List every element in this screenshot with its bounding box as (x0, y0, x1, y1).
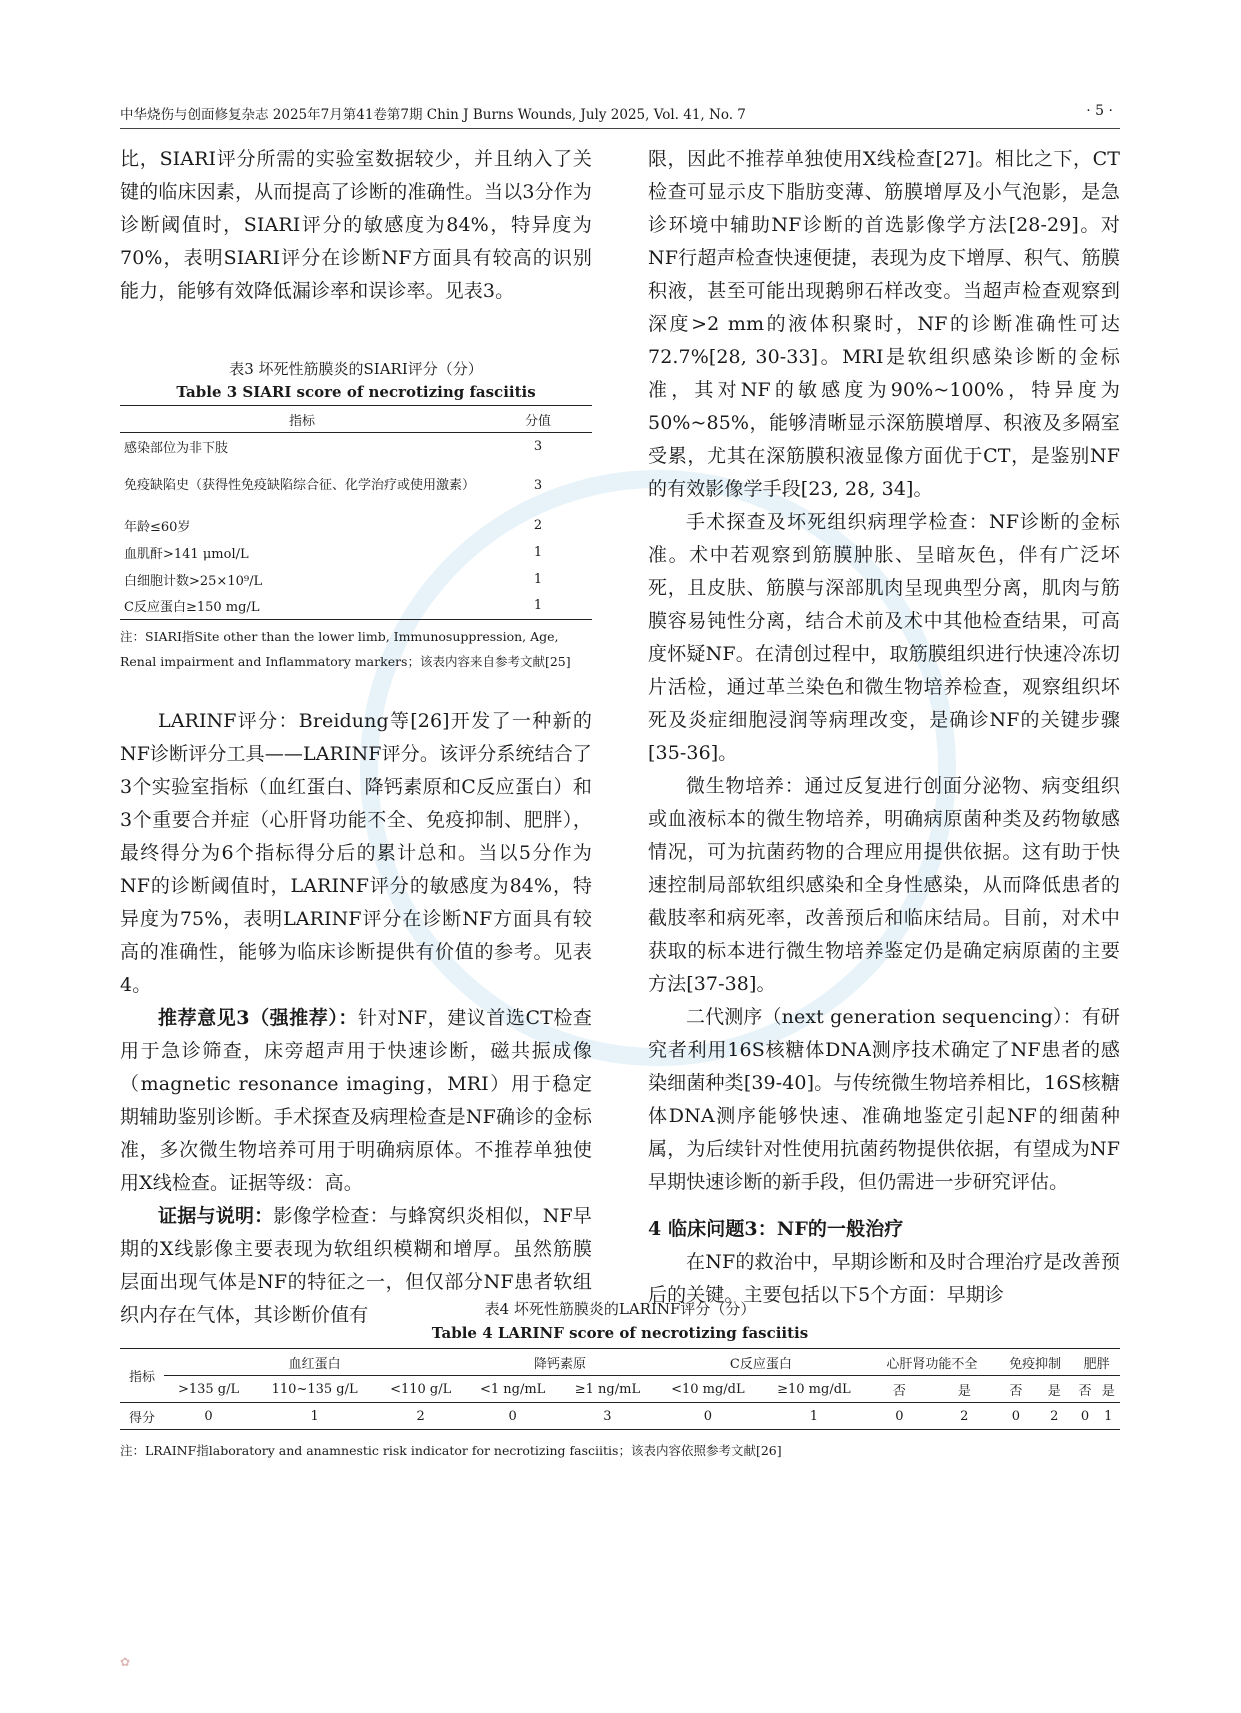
running-header: 中华烧伤与创面修复杂志 2025年7月第41卷第7期 Chin J Burns Wounds, July 2025, Vol. 41, No. 7 (120, 107, 746, 123)
page-number: · 5 · (1086, 103, 1113, 119)
evidence-label: 证据与说明： (158, 1205, 274, 1227)
table-4-grid (120, 1348, 1120, 1430)
left-paragraph-1: 比，SIARI评分所需的实验室数据较少，并且纳入了关键的临床因素，从而提高了诊断的准确性。当以3分作为诊断阈值时，SIARI评分的敏感度为84%，特异度为70%，表明SIARI评分在诊断NF方面具有较高的识别能力，能够有效降低漏诊率和误诊率。见表3。 (120, 148, 592, 302)
table-3-head-score: 分值 (484, 406, 592, 433)
left-paragraph-3 (120, 1002, 592, 1200)
table-4-score: 0 (1011, 1408, 1021, 1424)
right-column (648, 143, 1120, 1312)
left-paragraph-2: LARINF评分：Breidung等[26]开发了一种新的NF诊断评分工具——LARINF评分。该评分系统结合了3个实验室指标（血红蛋白、降钙素原和C反应蛋白）和3个重要合并症（心肝肾功能不全、免疫抑制、肥胖），最终得分为6个指标得分后的累计总和。当以5分作为NF的诊断阈值时，LARINF评分的敏感度为84%，特异度为75%，表明LARINF评分在诊断NF方面具有较高的准确性，能够为临床诊断提供有价值的参考。见表4。 (120, 710, 592, 996)
table-4-row-label: 指标 (120, 1349, 164, 1403)
table-4-caption-cn: 表4 坏死性筋膜炎的LARINF评分（分） (484, 1300, 756, 1318)
table-4-score: 0 (703, 1408, 712, 1424)
table-4 (120, 1298, 1120, 1463)
table-3-row: 年龄≤60岁 (124, 519, 191, 535)
recommendation-label: 推荐意见3（强推荐）： (158, 1007, 358, 1029)
publisher-logo-mark: ✿ (120, 1655, 131, 1669)
table-4-note: 注：LRAINF指laboratory and anamnestic risk indicator for necrotizing fasciitis；该表内容依照参考文献[26] (120, 1443, 782, 1458)
table-4-row-label: 得分 (128, 1410, 155, 1426)
left-column-bottom (120, 705, 592, 1332)
table-4-score: 2 (416, 1408, 425, 1424)
table-3-row: C反应蛋白≥150 mg/L (120, 593, 484, 620)
table-4-group: 肥胖 (1073, 1349, 1120, 1376)
table-4-subhead: ≥10 mg/dL (777, 1381, 851, 1397)
table-4-score: 3 (603, 1408, 612, 1424)
table-4-score: 0 (895, 1408, 904, 1424)
table-3-score: 3 (533, 478, 543, 493)
table-4-group: 降钙素原 (465, 1349, 655, 1376)
right-paragraph-1: 限，因此不推荐单独使用X线检查[27]。相比之下，CT检查可显示皮下脂肪变薄、筋膜增厚及小气泡影，是急诊环境中辅助NF诊断的首选影像学方法[28-29]。对NF行超声检查快速便捷，表现为皮下增厚、积气、筋膜积液，甚至可能出现鹅卵石样改变。当超声检查观察到深度>2 mm的液体积聚时，NF的诊断准确性可达72.7%[28, 30-33]。MRI是软组织感染诊断的金标准，其对NF的敏感度为90%~100%，特异度为50%~85%，能够清晰显示深筋膜增厚、积液及多隔室受累，尤其在深筋膜积液显像方面优于CT，是鉴别NF的有效影像学手段[23, 28, 34]。 (648, 148, 1120, 500)
table-4-group: 免疫抑制 (997, 1349, 1074, 1376)
table-3-row: 感染部位为非下肢 (124, 440, 229, 456)
table-3-caption-en: Table 3 SIARI score of necrotizing fasciitis (176, 383, 536, 401)
table-4-subhead: 是 (1101, 1383, 1115, 1399)
table-3-score: 3 (533, 438, 543, 454)
table-3-caption-cn: 表3 坏死性筋膜炎的SIARI评分（分） (229, 360, 483, 378)
table-4-subhead: 110~135 g/L (271, 1381, 358, 1397)
right-paragraph-3: 微生物培养：通过反复进行创面分泌物、病变组织或血液标本的微生物培养，明确病原菌种类及药物敏感情况，可为抗菌药物的合理应用提供依据。这有助于快速控制局部软组织感染和全身性感染，从而降低患者的截肢率和病死率，改善预后和临床结局。目前，对术中获取的标本进行微生物培养鉴定仍是确定病原菌的主要方法[37-38]。 (648, 775, 1120, 995)
table-3-grid (120, 405, 592, 620)
table-4-caption-en: Table 4 LARINF score of necrotizing fasciitis (431, 1324, 809, 1342)
table-3-score: 2 (533, 517, 543, 533)
table-3-row: 白细胞计数>25×10⁹/L (124, 573, 263, 589)
table-3-note: 注：SIARI指Site other than the lower limb, Immunosuppression, Age, Renal impairment and Inflammatory markers；该表内容来自参考文献[25] (120, 629, 571, 669)
table-4-score: 2 (960, 1408, 969, 1424)
table-4-subhead: 否 (892, 1383, 906, 1399)
table-4-score: 1 (809, 1408, 819, 1424)
table-3-head-indicator: 指标 (120, 406, 484, 433)
table-4-subhead: 是 (957, 1383, 971, 1399)
table-4-score: 1 (1104, 1408, 1113, 1424)
header-rule (120, 128, 1120, 129)
table-3-score: 1 (533, 571, 543, 587)
table-4-subhead: <110 g/L (390, 1381, 452, 1397)
table-4-score: 1 (310, 1408, 319, 1424)
table-3-score: 1 (533, 544, 543, 560)
table-4-subhead: ≥1 ng/mL (574, 1381, 641, 1397)
right-paragraph-2: 手术探查及坏死组织病理学检查：NF诊断的金标准。术中若观察到筋膜肿胀、呈暗灰色，伴有广泛坏死，且皮肤、筋膜与深部肌肉呈现典型分离，肌肉与筋膜容易钝性分离，结合术前及术中其他检查结果，可高度怀疑NF。在清创过程中，取筋膜组织进行快速冷冻切片活检，通过革兰染色和微生物培养检查，观察组织坏死及炎症细胞浸润等病理改变，是确诊NF的关键步骤[35-36]。 (648, 511, 1120, 764)
table-4-subhead: 否 (1009, 1383, 1023, 1399)
right-paragraph-4: 二代测序（next generation sequencing）：有研究者利用16S核糖体DNA测序技术确定了NF患者的感染细菌种类[39-40]。与传统微生物培养相比，16S核糖体DNA测序能够快速、准确地鉴定引起NF的细菌种属，为后续针对性使用抗菌药物提供依据，有望成为NF早期快速诊断的新手段，但仍需进一步研究评估。 (648, 1006, 1120, 1193)
table-4-score: 0 (508, 1408, 517, 1424)
table-4-score: 2 (1050, 1408, 1059, 1424)
section-heading: 4 临床问题3：NF的一般治疗 (648, 1218, 904, 1240)
table-4-group: 心肝肾功能不全 (867, 1349, 997, 1376)
table-4-subhead: >135 g/L (177, 1381, 240, 1397)
right-paragraph-5: 在NF的救治中，早期诊断和及时合理治疗是改善预后的关键。主要包括以下5个方面：早期诊 (648, 1251, 1120, 1306)
table-3 (120, 358, 592, 674)
table-4-subhead: 否 (1078, 1383, 1092, 1399)
recommendation-text: 针对NF，建议首选CT检查用于急诊筛查，床旁超声用于快速诊断，磁共振成像（magnetic resonance imaging，MRI）用于稳定期辅助鉴别诊断。手术探查及病理检查是NF确诊的金标准，多次微生物培养可用于明确病原体。不推荐单独使用X线检查。证据等级：高。 (120, 1007, 592, 1194)
left-column-top (120, 143, 592, 308)
table-4-score: 0 (1080, 1408, 1090, 1424)
table-4-group: C反应蛋白 (655, 1349, 867, 1376)
table-4-score: 0 (204, 1408, 213, 1424)
table-4-subhead: <1 ng/mL (479, 1381, 546, 1397)
evidence-text: 影像学检查：与蜂窝织炎相似，NF早期的X线影像主要表现为软组织模糊和增厚。虽然筋膜层面出现气体是NF的特征之一，但仅部分NF患者软组织内存在气体，其诊断价值有 (120, 1205, 592, 1326)
table-3-row: 血肌酐>141 μmol/L (124, 546, 249, 562)
table-3-score: 1 (484, 593, 592, 620)
table-3-row: 免疫缺陷史（获得性免疫缺陷综合征、化学治疗或使用激素） (124, 477, 476, 493)
table-4-subhead: <10 mg/dL (671, 1381, 745, 1397)
table-4-group: 血红蛋白 (164, 1349, 465, 1376)
table-4-subhead: 是 (1047, 1383, 1061, 1399)
